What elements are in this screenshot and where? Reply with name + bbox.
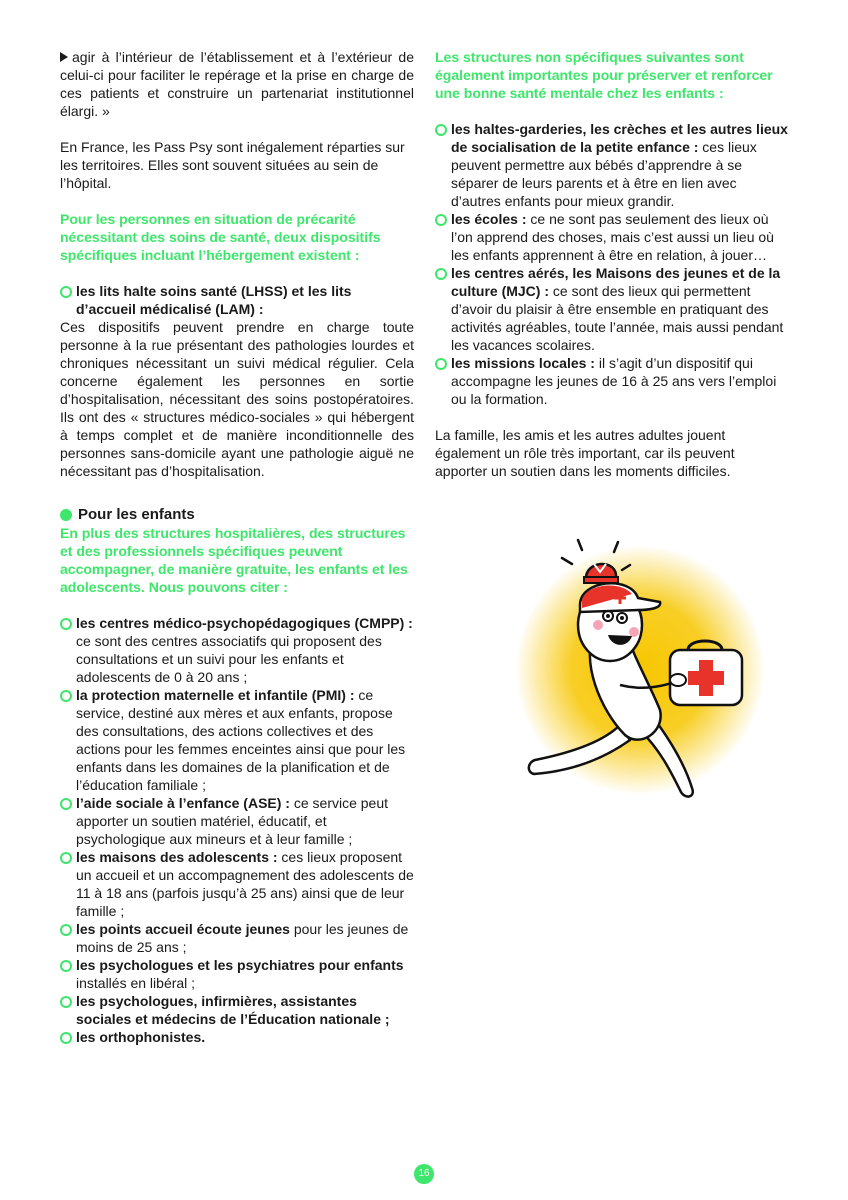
list-item: les missions locales : il s’agit d’un dispositif qui accompagne les jeunes de 16 à 25 ans vers l’emploi ou la formation. [435, 354, 788, 408]
green-dot-icon [60, 509, 72, 521]
first-aid-kit-icon [670, 641, 742, 705]
circle-bullet-icon [60, 798, 72, 810]
non-specific-heading: Les structures non spécifiques suivantes sont également importantes pour préserver et renforcer une bonne santé mentale chez les enfants : [435, 49, 773, 101]
circle-bullet-icon [60, 852, 72, 864]
list-item: les psychologues, infirmières, assistantes sociales et médecins de l’Éducation nationale ; [60, 992, 414, 1028]
list-item: les haltes-garderies, les crèches et les autres lieux de socialisation de la petite enfance : ces lieux peuvent permettre aux bébés d’apprendre à se séparer de leurs parents et à être en lien avec d’autres enfants pour mieux grandir. [435, 120, 788, 210]
circle-bullet-icon [60, 960, 72, 972]
arrow-bullet-icon [60, 52, 68, 62]
list-item: l’aide sociale à l’enfance (ASE) : ce service peut apporter un soutien matériel, éducatif, et psychologique aux mineurs et à leur famille ; [60, 794, 414, 848]
right-column [435, 48, 788, 480]
pass-psy-paragraph: En France, les Pass Psy sont inégalement réparties sur les territoires. Elles sont souvent situées au sein de l’hôpital. [60, 139, 405, 191]
circle-bullet-icon [60, 924, 72, 936]
list-item: les maisons des adolescents : ces lieux proposent un accueil et un accompagnement des adolescents de 11 à 18 ans (parfois jusqu’à 25 ans) ainsi que de leur famille ; [60, 848, 414, 920]
lhss-item [60, 282, 414, 318]
family-paragraph: La famille, les amis et les autres adultes jouent également un rôle très important, car ils peuvent apporter un soutien dans les moments difficiles. [435, 427, 735, 479]
precarity-heading: Pour les personnes en situation de précarité nécessitant des soins de santé, deux dispositifs spécifiques incluant l’hébergement existent : [60, 211, 381, 263]
circle-bullet-icon [60, 286, 72, 298]
circle-bullet-icon [60, 690, 72, 702]
circle-bullet-icon [60, 618, 72, 630]
list-item: les psychologues et les psychiatres pour enfants installés en libéral ; [60, 956, 414, 992]
circle-bullet-icon [435, 214, 447, 226]
children-heading: Pour les enfants [60, 506, 414, 524]
list-item: la protection maternelle et infantile (PMI) : ce service, destiné aux mères et aux enfants, propose des consultations, des actions collectives et des actions pour les femmes enceintes ainsi que pour les enfants dans les domaines de la planification et de l’éducation familiale ; [60, 686, 414, 794]
non-specific-list [435, 120, 788, 408]
list-item: les points accueil écoute jeunes pour les jeunes de moins de 25 ans ; [60, 920, 414, 956]
circle-bullet-icon [435, 268, 447, 280]
children-structures-list [60, 614, 414, 1046]
running-character-illustration [500, 520, 790, 810]
page-number: 16 [414, 1164, 434, 1184]
circle-bullet-icon [435, 358, 447, 370]
children-intro: En plus des structures hospitalières, des structures et des professionnels spécifiques peuvent accompagner, de manière gratuite, les enfants et les adolescents. Nous pouvons citer : [60, 525, 408, 595]
lhss-title: les lits halte soins santé (LHSS) et les lits d’accueil médicalisé (LAM) : [76, 283, 352, 317]
lhss-text: Ces dispositifs peuvent prendre en charge toute personne à la rue présentant des pathologies lourdes et chroniques nécessitant un suivi médical régulier. Cela concerne également les personnes en sortie d’hospitalisation, nécessitant des soins postopératoires. Ils ont des « structures médico-sociales » qui hébergent à temps complet et de manière inconditionnelle des personnes sans-domicile ayant une pathologie aiguë ne nécessitant pas d’hospitalisation. [60, 319, 414, 479]
left-column [60, 48, 414, 1046]
list-item: les centres médico-psychopédagogiques (CMPP) : ce sont des centres associatifs qui proposent des consultations et un suivi pour les enfants et adolescents de 0 à 20 ans ; [60, 614, 414, 686]
list-item: les orthophonistes. [60, 1028, 414, 1046]
circle-bullet-icon [60, 1032, 72, 1044]
circle-bullet-icon [60, 996, 72, 1008]
list-item: les centres aérés, les Maisons des jeunes et de la culture (MJC) : ce sont des lieux qui permettent d’avoir du plaisir à être ensemble en pratiquant des activités agréables, toute l’année, mais aussi pendant les vacances scolaires. [435, 264, 788, 354]
list-item: les écoles : ce ne sont pas seulement des lieux où l’on apprend des choses, mais c’est aussi un lieu où les enfants apprennent à être en relation, à jouer… [435, 210, 788, 264]
circle-bullet-icon [435, 124, 447, 136]
intro-paragraph: agir à l’intérieur de l’établissement et à l’extérieur de celui-ci pour faciliter le repérage et la prise en charge de ces patients et construire un partenariat institutionnel élargi. » [60, 49, 414, 119]
